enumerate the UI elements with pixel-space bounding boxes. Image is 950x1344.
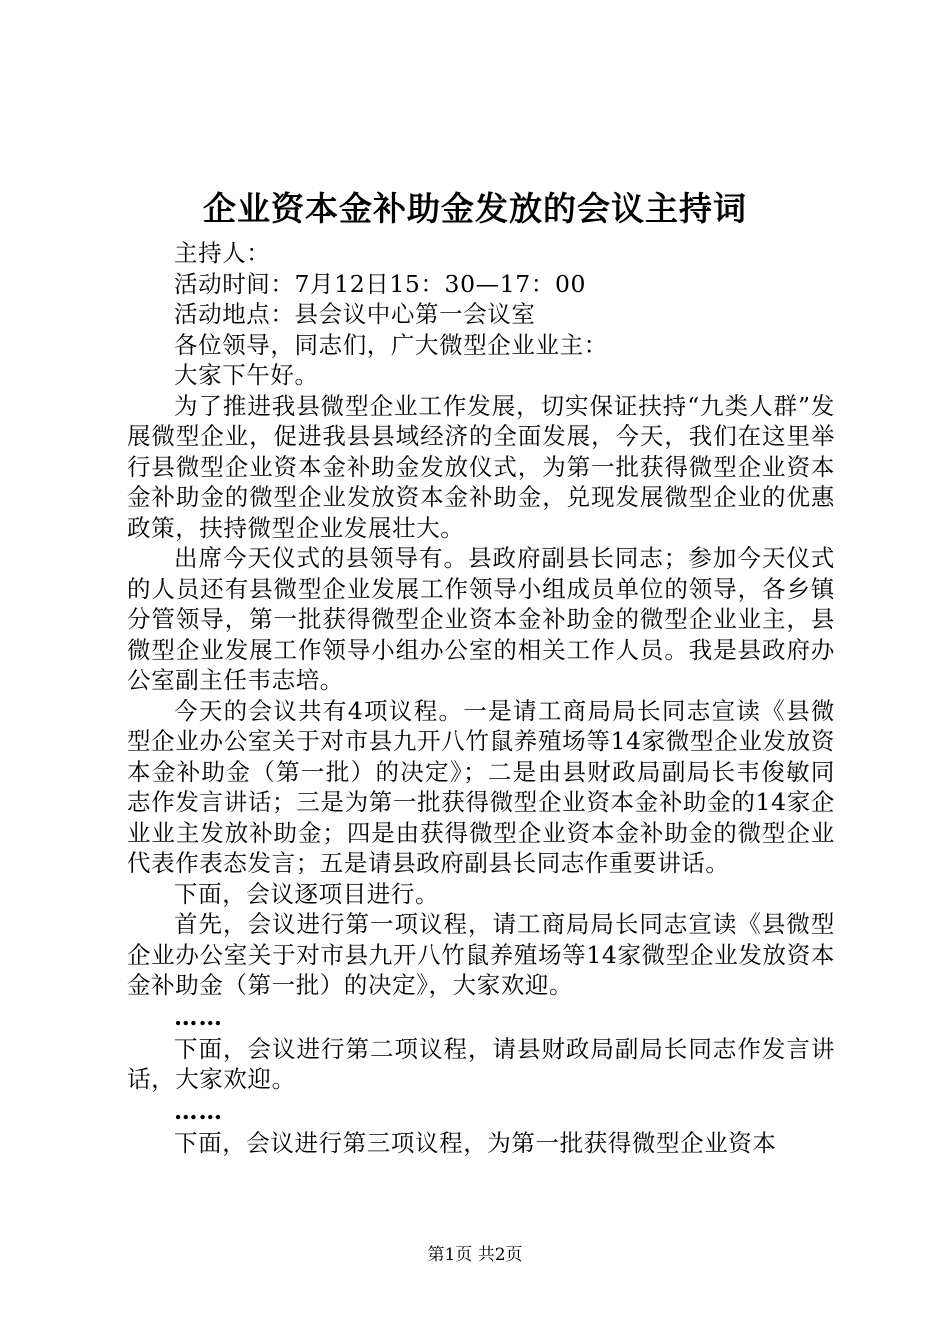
activity-location-line: 活动地点：县会议中心第一会议室 [174,300,536,328]
purpose-paragraph: 为了推进我县微型企业工作发展，切实保证扶持“九类人群”发展微型企业，促进我县县域经济的全面发展，今天，我们在这里举行县微型企业资本金补助金发放仪式，为第一批获得微型企业资本金补助金的微型企业发放资本金补助金，兑现发展微型企业的优惠政策，扶持微型企业发展壮大。 [127,391,835,542]
ellipsis-line: …… [174,1002,223,1031]
document-title: 企业资本金补助金发放的会议主持词 [203,189,747,228]
host-line: 主持人： [174,239,271,267]
document-body [127,238,835,1158]
proceed-paragraph: 下面，会议逐项目进行。 [174,879,440,908]
attendees-paragraph: 出席今天仪式的县领导有。县政府副县长同志；参加今天仪式的人员还有县微型企业发展工作领导小组成员单位的领导，各乡镇分管领导，第一批获得微型企业资本金补助金的微型企业业主，县微型企业发展工作领导小组办公室的相关工作人员。我是县政府办公室副主任韦志培。 [127,544,835,694]
agenda-paragraph: 今天的会议共有4项议程。一是请工商局局长同志宣读《县微型企业办公室关于对市县九开八竹鼠养殖场等14家微型企业发放资本金补助金（第一批）的决定》；二是由县财政局副局长韦俊敏同志作发言讲话；三是为第一批获得微型企业资本金补助金的14家企业业主发放补助金；四是由获得微型企业资本金补助金的微型企业代表作表态发言；五是请县政府副县长同志作重要讲话。 [127,696,835,877]
greeting-line: 大家下午好。 [174,361,319,389]
salutation-line: 各位领导，同志们，广大微型企业业主： [174,330,608,359]
page-number-footer: 第1页 共2页 [427,1245,523,1265]
activity-time-line: 活动时间：7月12日15：30—17：00 [174,269,587,298]
third-item-paragraph: 下面，会议进行第三项议程，为第一批获得微型企业资本 [174,1128,777,1157]
first-item-paragraph: 首先，会议进行第一项议程，请工商局局长同志宣读《县微型企业办公室关于对市县九开八竹鼠养殖场等14家微型企业发放资本金补助金（第一批）的决定》，大家欢迎。 [127,910,835,999]
second-item-paragraph: 下面，会议进行第二项议程，请县财政局副局长同志作发言讲话，大家欢迎。 [127,1034,835,1093]
ellipsis-line: …… [174,1096,223,1125]
